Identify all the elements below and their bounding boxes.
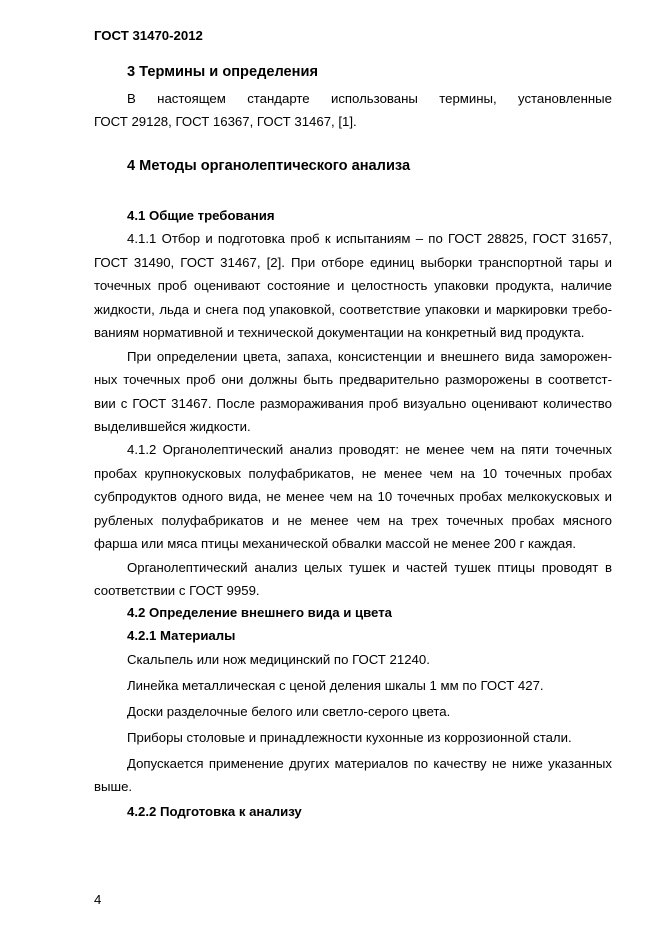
p412-line-3: субпродуктов одного вида, не менее чем на 10 точечных пробах мелкокусковых и	[94, 489, 612, 504]
p-allowed-line-1: Допускается применение других материалов по качеству не ниже указанных	[127, 756, 612, 771]
material-item-1: Скальпель или нож медицинский по ГОСТ 21240.	[127, 652, 430, 667]
p-allowed-line-2: выше.	[94, 779, 133, 794]
p412-line-5: фарша или мяса птицы механической обвалки массой не менее 200 г каждая.	[94, 536, 577, 551]
material-item-4: Приборы столовые и принадлежности кухонные из коррозионной стали.	[127, 730, 572, 745]
section-3-line-2: ГОСТ 29128, ГОСТ 16367, ГОСТ 31467, [1].	[94, 114, 357, 129]
subsection-4-1-title: 4.1 Общие требования	[127, 208, 275, 223]
material-item-2: Линейка металлическая с ценой деления шкалы 1 мм по ГОСТ 427.	[127, 678, 544, 693]
p-defrost-line-2: ных точечных проб они должны быть предварительно разморожены в соответст-	[94, 372, 612, 387]
subsection-4-2-title: 4.2 Определение внешнего вида и цвета	[127, 605, 393, 620]
subsection-4-2-2-title: 4.2.2 Подготовка к анализу	[127, 804, 302, 819]
material-item-3: Доски разделочные белого или светло-серого цвета.	[127, 704, 451, 719]
p412-line-4: рубленых полуфабрикатов и не менее чем на трех точечных пробах мясного	[94, 513, 612, 528]
p411-line-2: ГОСТ 31490, ГОСТ 31467, [2]. При отборе единиц выборки транспортной тары и	[94, 255, 612, 270]
p-defrost-line-1: При определении цвета, запаха, консистенции и внешнего вида заморожен-	[127, 349, 612, 364]
p411-line-3: точечных проб оценивают состояние и целостность упаковки продукта, наличие	[94, 278, 612, 293]
section-4-title: 4 Методы органолептического анализа	[127, 158, 411, 174]
section-3-title: 3 Термины и определения	[127, 64, 318, 80]
page-number: 4	[94, 892, 102, 907]
subsection-4-2-1-title: 4.2.1 Материалы	[127, 628, 236, 643]
document-header: ГОСТ 31470-2012	[94, 28, 203, 43]
p-carcass-line-1: Органолептический анализ целых тушек и частей тушек птицы проводят в	[127, 560, 612, 575]
p411-line-5: ваниям нормативной и технической документации на конкретный вид продукта.	[94, 325, 585, 340]
p411-line-1: 4.1.1 Отбор и подготовка проб к испытаниям – по ГОСТ 28825, ГОСТ 31657,	[127, 231, 612, 246]
p-carcass-line-2: соответствии с ГОСТ 9959.	[94, 583, 260, 598]
p411-line-4: жидкости, льда и снега под упаковкой, соответствие упаковки и маркировки требо-	[94, 302, 612, 317]
p412-line-2: пробах крупнокусковых полуфабрикатов, не менее чем на 10 точечных пробах	[94, 466, 612, 481]
p412-line-1: 4.1.2 Органолептический анализ проводят: не менее чем на пяти точечных	[127, 442, 612, 457]
section-3-line-1: В настоящем стандарте использованы термины, установленные	[127, 91, 612, 106]
p-defrost-line-4: выделившейся жидкости.	[94, 419, 251, 434]
p-defrost-line-3: вии с ГОСТ 31467. После размораживания проб визуально оценивают количество	[94, 396, 612, 411]
